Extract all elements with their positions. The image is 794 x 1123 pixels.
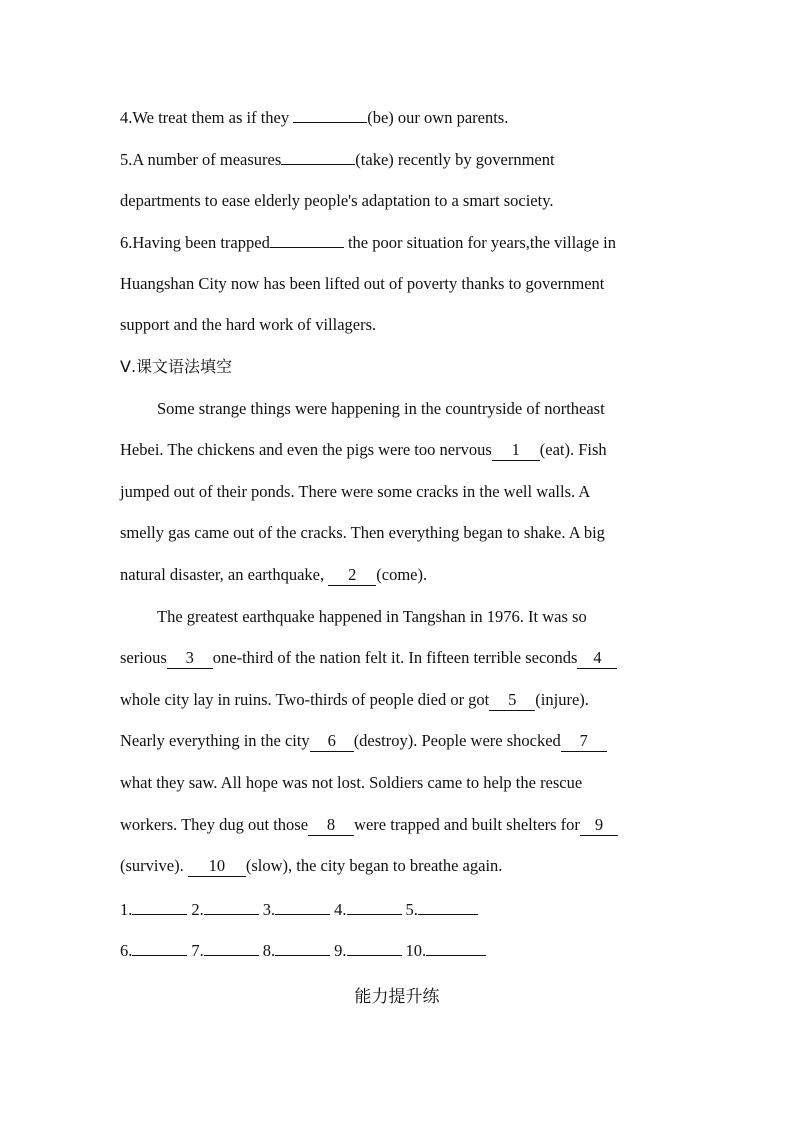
passage-p1-line4: smelly gas came out of the cracks. Then everything began to shake. A big [120, 523, 605, 542]
question-5-line2: departments to ease elderly people's adaptation to a smart society. [120, 191, 554, 210]
answer-row-2: 6. 7. 8. 9. 10. [120, 940, 486, 961]
answer-slot-10[interactable] [426, 940, 486, 956]
passage-p2-line1: The greatest earthquake happened in Tangshan in 1976. It was so [157, 607, 587, 626]
passage-p1-line2: Hebei. The chickens and even the pigs were too nervous 1 (eat). Fish [120, 440, 607, 459]
section-title-ability: 能力提升练 [354, 987, 440, 1007]
answer-blank-10[interactable]: 10 [188, 856, 246, 877]
passage-p2-line4: Nearly everything in the city 6 (destroy). People were shocked 7 [120, 731, 607, 752]
answer-blank-5[interactable]: 5 [489, 690, 535, 711]
section-v-heading: Ⅴ.课文语法填空 [120, 357, 233, 376]
answer-slot-9[interactable] [347, 940, 402, 956]
answer-blank[interactable] [293, 107, 367, 123]
answer-blank-8[interactable]: 8 [308, 815, 354, 836]
passage-p2-line7: (survive). 10 (slow), the city began to breathe again. [120, 856, 503, 875]
answer-blank-6[interactable]: 6 [310, 731, 354, 752]
question-6-line2: Huangshan City now has been lifted out of poverty thanks to government [120, 274, 605, 293]
passage-p1-line5: natural disaster, an earthquake, 2 (come). [120, 565, 428, 584]
answer-slot-1[interactable] [132, 899, 187, 915]
answer-blank-2[interactable]: 2 [328, 565, 376, 586]
answer-slot-7[interactable] [204, 940, 259, 956]
question-6: 6.Having been trapped the poor situation for years,the village in [120, 233, 617, 252]
question-5: 5.A number of measures (take) recently by government [120, 150, 555, 169]
question-6-line3: support and the hard work of villagers. [120, 315, 377, 334]
answer-blank-4[interactable]: 4 [577, 648, 617, 669]
answer-slot-4[interactable] [347, 899, 402, 915]
answer-blank-1[interactable]: 1 [492, 440, 540, 461]
question-4: 4.We treat them as if they (be) our own parents. [120, 108, 509, 127]
answer-blank[interactable] [281, 149, 355, 165]
passage-p2-line5: what they saw. All hope was not lost. Soldiers came to help the rescue [120, 773, 583, 792]
passage-p2-line3: whole city lay in ruins. Two-thirds of people died or got 5 (injure). [120, 690, 589, 709]
answer-row-1: 1. 2. 3. 4. 5. [120, 899, 478, 920]
passage-p1-line1: Some strange things were happening in the countryside of northeast [157, 399, 605, 418]
answer-slot-8[interactable] [275, 940, 330, 956]
answer-blank-3[interactable]: 3 [167, 648, 213, 669]
passage-p1-line3: jumped out of their ponds. There were some cracks in the well walls. A [120, 482, 591, 501]
passage-p2-line6: workers. They dug out those 8 were trapped and built shelters for 9 [120, 815, 618, 836]
answer-slot-3[interactable] [275, 899, 330, 915]
answer-slot-5[interactable] [418, 899, 478, 915]
answer-blank[interactable] [270, 232, 344, 248]
answer-blank-9[interactable]: 9 [580, 815, 618, 836]
answer-slot-2[interactable] [204, 899, 259, 915]
answer-slot-6[interactable] [132, 940, 187, 956]
answer-blank-7[interactable]: 7 [561, 731, 607, 752]
passage-p2-line2: serious 3 one-third of the nation felt it. In fifteen terrible seconds 4 [120, 648, 617, 669]
